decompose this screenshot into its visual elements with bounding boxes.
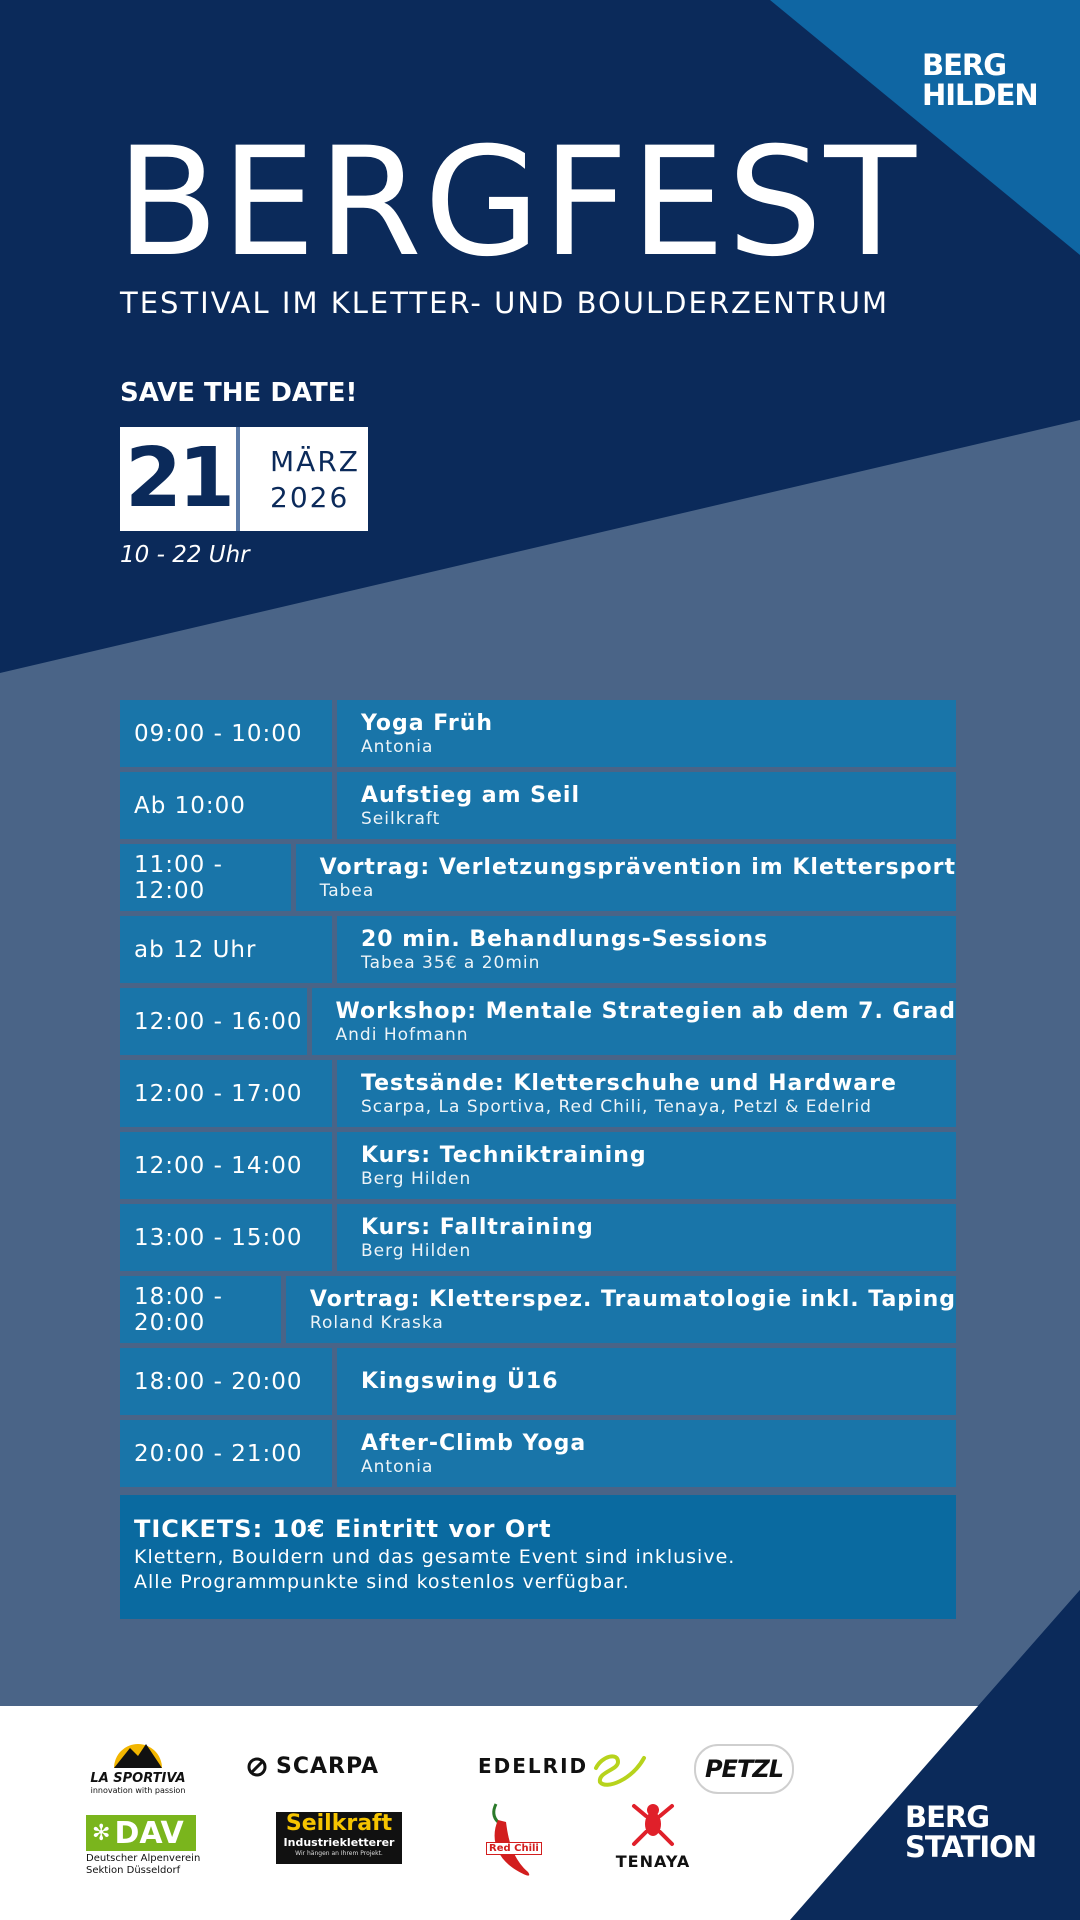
schedule-event xyxy=(337,700,956,767)
date-day: 21 xyxy=(120,427,240,531)
schedule-row xyxy=(120,772,956,839)
schedule-time: ab 12 Uhr xyxy=(120,916,332,983)
page-subtitle: TESTIVAL IM KLETTER- UND BOULDERZENTRUM xyxy=(120,286,889,320)
mountain-icon xyxy=(110,1738,166,1768)
la-sportiva-logo xyxy=(82,1738,194,1796)
schedule-event-host: Scarpa, La Sportiva, Red Chili, Tenaya, Petzl & Edelrid xyxy=(361,1096,872,1117)
seilkraft-name: Seilkraft xyxy=(285,1811,393,1836)
brand-top-line1: BERG xyxy=(922,48,1007,82)
schedule-event-title: Kurs: Falltraining xyxy=(361,1214,594,1240)
schedule-event xyxy=(337,772,956,839)
seilkraft-tagline: Wir hängen an Ihrem Projekt. xyxy=(295,1850,383,1857)
event-hours: 10 - 22 Uhr xyxy=(120,542,250,568)
schedule-time: 12:00 - 16:00 xyxy=(120,988,307,1055)
schedule-row xyxy=(120,1348,956,1415)
schedule-event-title: After-Climb Yoga xyxy=(361,1430,587,1456)
schedule-event-title: 20 min. Behandlungs-Sessions xyxy=(361,926,769,952)
scarpa-name: SCARPA xyxy=(276,1754,380,1779)
la-sportiva-tagline: innovation with passion xyxy=(90,1786,186,1795)
schedule-event-host: Roland Kraska xyxy=(309,1312,444,1333)
petzl-name: PETZL xyxy=(704,1755,784,1783)
schedule-time: 09:00 - 10:00 xyxy=(120,700,332,767)
schedule-event-title: Testsände: Kletterschuhe und Hardware xyxy=(361,1070,897,1096)
schedule-time: 11:00 - 12:00 xyxy=(120,844,291,911)
schedule-row xyxy=(120,1276,956,1343)
save-the-date-label: SAVE THE DATE! xyxy=(120,378,358,408)
berg-hilden-logo xyxy=(922,50,1042,110)
schedule-time: 13:00 - 15:00 xyxy=(120,1204,332,1271)
schedule-row xyxy=(120,844,956,911)
schedule-event-title: Kingswing Ü16 xyxy=(361,1368,559,1394)
schedule-event-title: Yoga Früh xyxy=(361,710,494,736)
red-chili-logo xyxy=(482,1798,542,1880)
schedule-event-host: Antonia xyxy=(361,1456,434,1477)
petzl-logo xyxy=(694,1744,794,1794)
date-month-year xyxy=(240,427,368,531)
edelweiss-icon: ✻ xyxy=(92,1820,111,1846)
la-sportiva-name: LA SPORTIVA xyxy=(90,1771,186,1786)
schedule-event-host: Tabea 35€ a 20min xyxy=(361,952,541,973)
seilkraft-logo xyxy=(276,1812,402,1864)
tenaya-name: TENAYA xyxy=(615,1852,691,1871)
schedule-event-host: Tabea xyxy=(319,880,375,901)
edelrid-logo xyxy=(478,1742,648,1790)
schedule-event xyxy=(337,1420,956,1487)
schedule-event-title: Vortrag: Kletterspez. Traumatologie inkl. Taping xyxy=(309,1286,956,1312)
schedule-event-host: Berg Hilden xyxy=(361,1168,472,1189)
edelrid-swoosh-icon xyxy=(588,1742,648,1790)
page-title: BERGFEST xyxy=(116,116,919,290)
schedule-row xyxy=(120,700,956,767)
schedule-event xyxy=(337,1060,956,1127)
dav-name: DAV xyxy=(114,1815,184,1851)
brand-bottom-line1: BERG xyxy=(905,1800,990,1834)
schedule-time: 18:00 - 20:00 xyxy=(120,1276,281,1343)
dav-badge xyxy=(86,1815,196,1851)
schedule-row xyxy=(120,988,956,1055)
schedule-event-host: Antonia xyxy=(361,736,434,757)
schedule-row xyxy=(120,1132,956,1199)
tickets-box xyxy=(120,1495,956,1619)
schedule-event-host: Berg Hilden xyxy=(361,1240,472,1261)
frog-icon xyxy=(628,1800,678,1848)
schedule-event xyxy=(286,1276,956,1343)
schedule-row xyxy=(120,1060,956,1127)
date-year: 2026 xyxy=(270,481,350,514)
schedule-event-host: Andi Hofmann xyxy=(335,1024,469,1045)
tenaya-logo xyxy=(598,1800,708,1871)
tickets-line-1: Klettern, Bouldern und das gesamte Event sind inklusive. xyxy=(134,1546,736,1568)
tickets-title: TICKETS: 10€ Eintritt vor Ort xyxy=(134,1515,552,1543)
edelrid-name: EDELRID xyxy=(478,1754,589,1778)
scarpa-logo xyxy=(246,1754,379,1779)
schedule-time: 12:00 - 14:00 xyxy=(120,1132,332,1199)
schedule-event xyxy=(337,1132,956,1199)
schedule-event-title: Workshop: Mentale Strategien ab dem 7. Grad xyxy=(335,998,956,1024)
berg-station-logo xyxy=(905,1802,1045,1862)
schedule-event-title: Kurs: Techniktraining xyxy=(361,1142,647,1168)
dav-line-1: Deutscher Alpenverein xyxy=(86,1853,201,1864)
red-chili-name: Red Chili xyxy=(486,1842,542,1855)
brand-bottom-line2: STATION xyxy=(905,1830,1037,1864)
date-month: MÄRZ xyxy=(270,445,360,478)
schedule-event-host: Seilkraft xyxy=(361,808,441,829)
scarpa-icon xyxy=(246,1756,268,1778)
schedule-table xyxy=(120,700,956,1492)
chili-icon xyxy=(482,1798,542,1880)
dav-logo xyxy=(86,1815,206,1877)
schedule-row xyxy=(120,1420,956,1487)
dav-line-2: Sektion Düsseldorf xyxy=(86,1865,181,1876)
schedule-event xyxy=(296,844,956,911)
schedule-time: 18:00 - 20:00 xyxy=(120,1348,332,1415)
schedule-row xyxy=(120,916,956,983)
schedule-time: 12:00 - 17:00 xyxy=(120,1060,332,1127)
schedule-event xyxy=(337,1348,956,1415)
schedule-row xyxy=(120,1204,956,1271)
schedule-time: Ab 10:00 xyxy=(120,772,332,839)
schedule-event xyxy=(312,988,956,1055)
date-box xyxy=(120,427,368,531)
tickets-line-2: Alle Programmpunkte sind kostenlos verfügbar. xyxy=(134,1571,630,1593)
schedule-time: 20:00 - 21:00 xyxy=(120,1420,332,1487)
schedule-event-title: Aufstieg am Seil xyxy=(361,782,581,808)
brand-top-line2: HILDEN xyxy=(922,78,1038,112)
schedule-event-title: Vortrag: Verletzungsprävention im Klettersport xyxy=(319,854,956,880)
schedule-event xyxy=(337,916,956,983)
schedule-event xyxy=(337,1204,956,1271)
seilkraft-sub: Industriekletterer xyxy=(283,1836,395,1849)
